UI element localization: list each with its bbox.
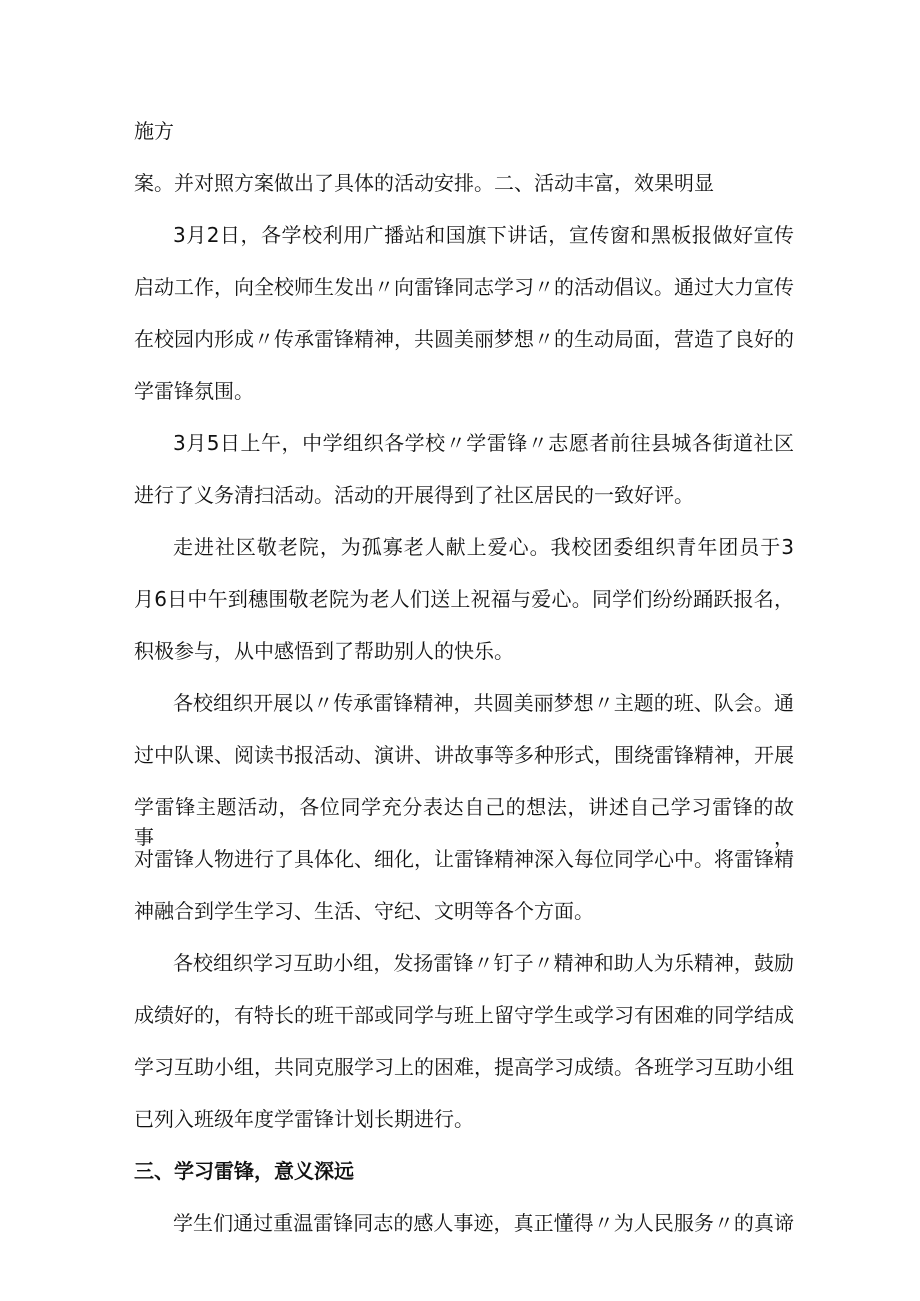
text-line: 在校园内形成〃传承雷锋精神，共圆美丽梦想〃的生动局面，营造了良好的: [134, 327, 794, 351]
text-line: 3月5日上午，中学组织各学校〃学雷锋〃志愿者前往县城各街道社区: [173, 431, 794, 455]
text-line: 启动工作，向全校师生发出〃向雷锋同志学习〃的活动倡议。通过大力宣传: [134, 275, 794, 299]
text-line: 案。并对照方案做出了具体的活动安排。二、活动丰富，效果明显: [134, 171, 714, 195]
text-line: 月6日中午到穗围敬老院为老人们送上祝福与爱心。同学们纷纷踊跃报名，: [134, 587, 794, 611]
text-line: 对雷锋人物进行了具体化、细化，让雷锋精神深入每位同学心中。将雷锋精: [134, 847, 794, 871]
text-line: 走进社区敬老院，为孤寡老人献上爱心。我校团委组织青年团员于3: [173, 535, 794, 559]
section-heading: 三、学习雷锋，意义深远: [134, 1159, 354, 1183]
text-line: 已列入班级年度学雷锋计划长期进行。: [134, 1107, 474, 1131]
text-line: 学雷锋氛围。: [134, 379, 254, 403]
text-line: 3月2日，各学校利用广播站和国旗下讲话，宣传窗和黑板报做好宣传: [173, 223, 794, 247]
text-line: 各校组织开展以〃传承雷锋精神，共圆美丽梦想〃主题的班、队会。通: [173, 691, 794, 715]
text-line: 施方: [134, 119, 174, 143]
text-line: 进行了义务清扫活动。活动的开展得到了社区居民的一致好评。: [134, 483, 694, 507]
text-line: 成绩好的，有特长的班干部或同学与班上留守学生或学习有困难的同学结成: [134, 1003, 794, 1027]
text-line: 学生们通过重温雷锋同志的感人事迹，真正懂得〃为人民服务〃的真谛: [173, 1211, 794, 1235]
text-line: 神融合到学生学习、生活、守纪、文明等各个方面。: [134, 899, 594, 923]
text-line: 积极参与，从中感悟到了帮助别人的快乐。: [134, 639, 514, 663]
text-line: 学习互助小组，共同克服学习上的困难，提高学习成绩。各班学习互助小组: [134, 1055, 794, 1079]
text-line: 各校组织学习互助小组，发扬雷锋〃钉子〃精神和助人为乐精神，鼓励: [173, 951, 794, 975]
text-line: 过中队课、阅读书报活动、演讲、讲故事等多种形式，围绕雷锋精神，开展: [134, 743, 794, 767]
text-line: 学雷锋主题活动，各位同学充分表达自己的想法，讲述自己学习雷锋的故事，: [134, 795, 794, 849]
